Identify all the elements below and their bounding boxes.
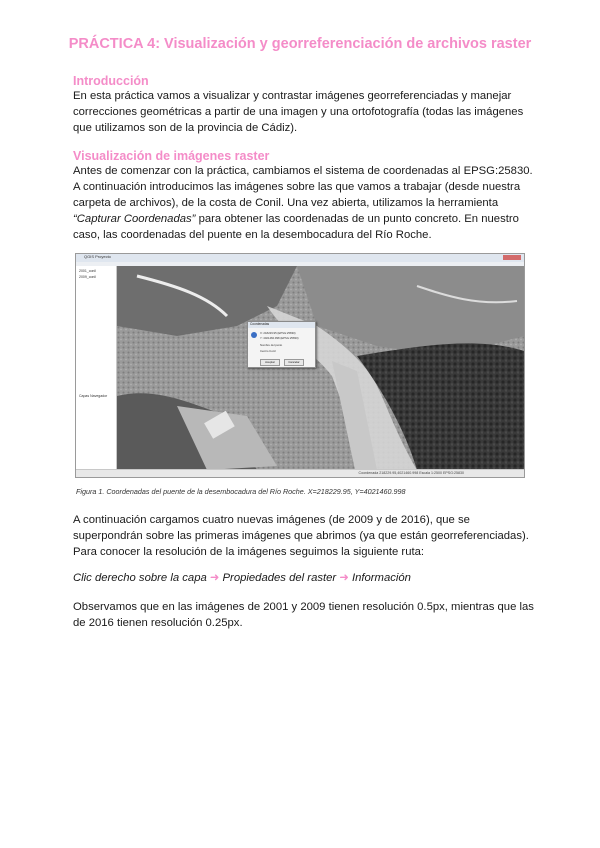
window-title: QGIS Proyecto (84, 254, 111, 259)
carga-line: A continuación cargamos cuatro nuevas imágenes (de 2009 y de 2016), que se (73, 514, 470, 526)
status-bar (76, 469, 524, 477)
status-text: Coordenada 218229.95,4021460.998 Escala 1:2500 EPSG:25830 (358, 471, 464, 475)
qgis-screenshot-figure (75, 253, 525, 478)
figure-caption: Figura 1. Coordenadas del puente de la desembocadura del Río Roche. X=218229.95, Y=4021460.998 (76, 487, 406, 496)
path-step: Propiedades del raster (222, 572, 337, 584)
coordinates-dialog (247, 321, 316, 368)
intro-line: correcciones geométricas a partir de una imagen y una ortofotografía (todas las imágenes (73, 106, 524, 118)
arrow-icon: ➜ (339, 572, 349, 584)
tool-name: “Capturar Coordenadas” (73, 213, 196, 225)
layer-item: 2001_conil (79, 269, 96, 273)
visualizacion-line-rest: para obtener las coordenadas de un punto concreto. En nuestro (198, 213, 519, 225)
dialog-line: Centro Conil (260, 349, 276, 353)
intro-paragraph (73, 88, 535, 136)
dialog-line: Y: 4021460.998 (EPSG:25830) (260, 336, 299, 340)
visualizacion-line: carpeta de archivos), de la costa de Conil. Una vez abierta, utilizamos la herramienta (73, 197, 499, 209)
aerial-photo-map (117, 266, 524, 470)
layers-panel (76, 266, 117, 470)
resolucion-paragraph (73, 599, 535, 631)
carga-line: Para conocer la resolución de la imágenes seguimos la siguiente ruta: (73, 546, 425, 558)
dialog-line: Nombre del punto (260, 343, 283, 347)
arrow-icon: ➜ (209, 572, 220, 584)
visualizacion-paragraph (73, 163, 535, 243)
visualizacion-line: A continuación introducimos las imágenes sobre las que vamos a trabajar (desde nuestra (73, 181, 521, 193)
visualizacion-line: Antes de comenzar con la práctica, cambiamos el sistema de coordenadas al EPSG:25830. (73, 165, 533, 177)
path-step: Información (351, 572, 411, 584)
window-controls (503, 255, 521, 260)
dialog-line: X: 218229.95 (EPSG:25830) (260, 331, 296, 335)
visualizacion-heading: Visualización de imágenes raster (73, 149, 270, 163)
carga-paragraph (73, 512, 535, 560)
resolucion-line: Observamos que en las imágenes de 2001 y 2009 tienen resolución 0.5px, mientras que las (73, 601, 534, 613)
visualizacion-line: caso, las coordenadas del puente en la desembocadura del Río Roche. (73, 229, 432, 241)
path-step: Clic derecho sobre la capa (73, 572, 207, 584)
intro-line: En esta práctica vamos a visualizar y contrastar imágenes georreferenciadas y manejar (73, 90, 512, 102)
resolucion-line: de 2016 tienen resolución 0.25px. (73, 617, 243, 629)
intro-heading: Introducción (73, 74, 149, 88)
cancel-button[interactable]: Cancelar (284, 359, 304, 366)
visualizacion-line (73, 211, 535, 227)
intro-line: que utilizamos son de la provincia de Cádiz). (73, 122, 298, 134)
info-icon (251, 332, 257, 338)
carga-line: superpondrán sobre las primeras imágenes que abrimos (ya que están georreferenciadas). (73, 530, 529, 542)
layer-item: 2009_conil (79, 275, 96, 279)
layers-panel-tabs: Capas Navegador (79, 394, 108, 398)
ok-button[interactable]: Aceptar (260, 359, 280, 366)
dialog-title: Coordenadas (248, 322, 315, 328)
page-title: PRÁCTICA 4: Visualización y georreferenciación de archivos raster (68, 36, 532, 52)
menu-path (73, 571, 411, 584)
